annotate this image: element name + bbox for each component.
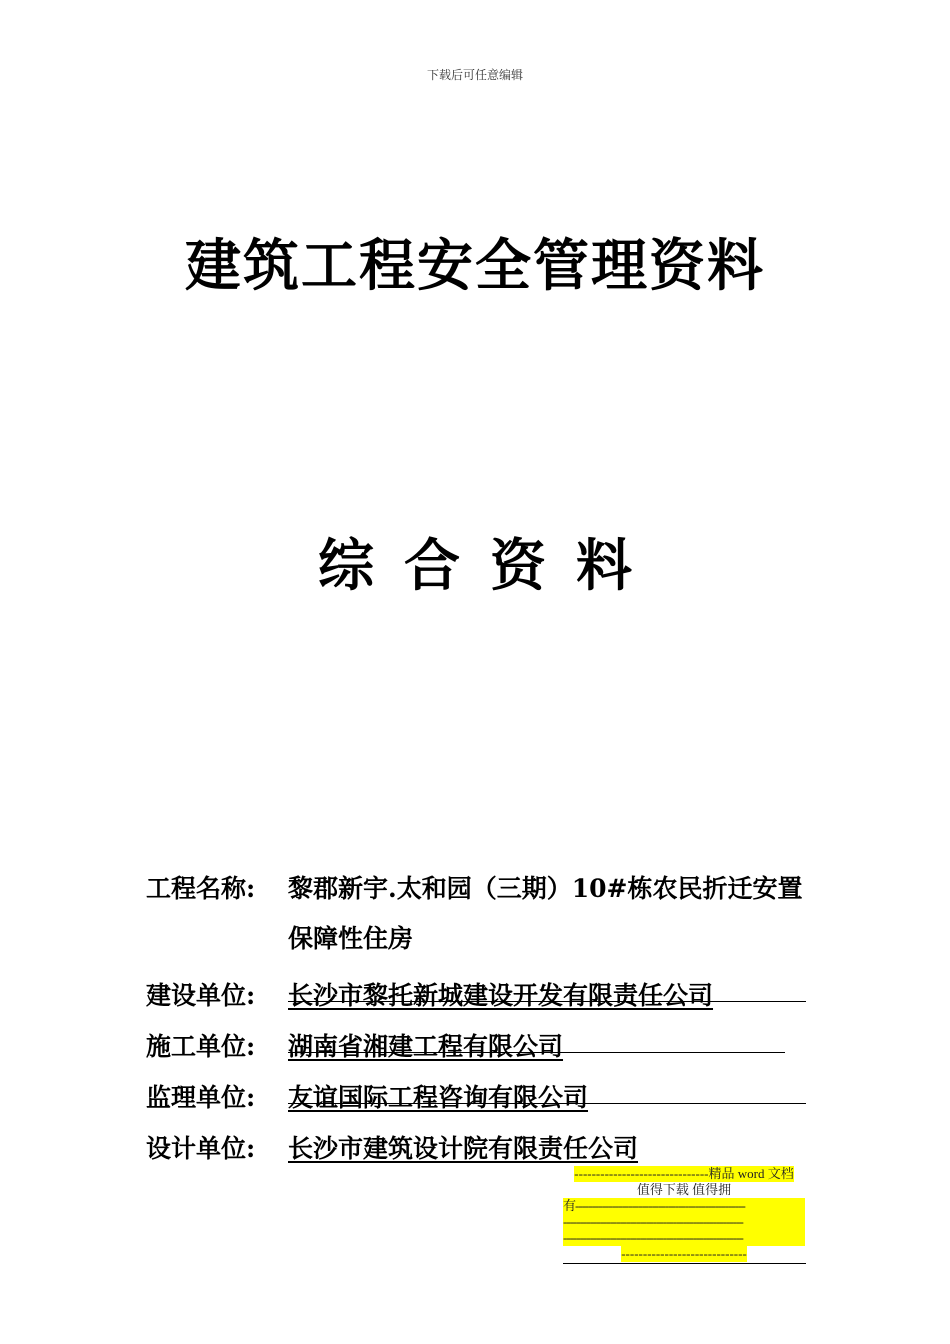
document-title: 建筑工程安全管理资料 bbox=[185, 233, 765, 299]
stamp-line: ------------------------------------------------------ bbox=[563, 1230, 805, 1246]
field-construction-unit bbox=[146, 977, 826, 1015]
field-value: 长沙市黎托新城建设开发有限责任公司 bbox=[288, 981, 714, 1010]
field-label: 设计单位: bbox=[146, 1134, 256, 1163]
underline-supervision-unit bbox=[288, 1103, 806, 1104]
stamp-line: 值得下载 值得拥 bbox=[636, 1182, 732, 1197]
stamp-line: ----------------------------- bbox=[621, 1246, 747, 1261]
underline-construction-unit bbox=[288, 1001, 806, 1002]
field-project-name bbox=[146, 870, 826, 964]
field-value: 湖南省湘建工程有限公司 bbox=[288, 1032, 564, 1061]
field-builder-unit bbox=[146, 1028, 826, 1066]
document-subtitle: 综合资料 bbox=[318, 533, 662, 599]
stamp-line: ------------------------------------------------------ bbox=[563, 1214, 805, 1230]
field-value: 黎郡新宇.太和园（三期）10#栋农民折迁安置保障性住房 bbox=[288, 874, 803, 953]
field-label: 施工单位: bbox=[146, 1032, 256, 1061]
field-label: 监理单位: bbox=[146, 1083, 256, 1112]
stamp-line: 有--------------------------------------------------- bbox=[563, 1198, 805, 1214]
field-label: 工程名称: bbox=[146, 874, 256, 903]
stamp-underline bbox=[563, 1263, 806, 1264]
project-info bbox=[146, 870, 826, 1181]
header-note: 下载后可任意编辑 bbox=[426, 68, 523, 82]
stamp-line: -------------------------------精品 word 文档 bbox=[574, 1166, 794, 1181]
watermark-stamp bbox=[563, 1166, 805, 1262]
field-value: 长沙市建筑设计院有限责任公司 bbox=[288, 1134, 639, 1163]
field-value: 友谊国际工程咨询有限公司 bbox=[288, 1083, 589, 1112]
field-label: 建设单位: bbox=[146, 981, 256, 1010]
field-supervision-unit bbox=[146, 1079, 826, 1117]
field-design-unit bbox=[146, 1130, 826, 1168]
underline-builder-unit bbox=[288, 1052, 785, 1053]
